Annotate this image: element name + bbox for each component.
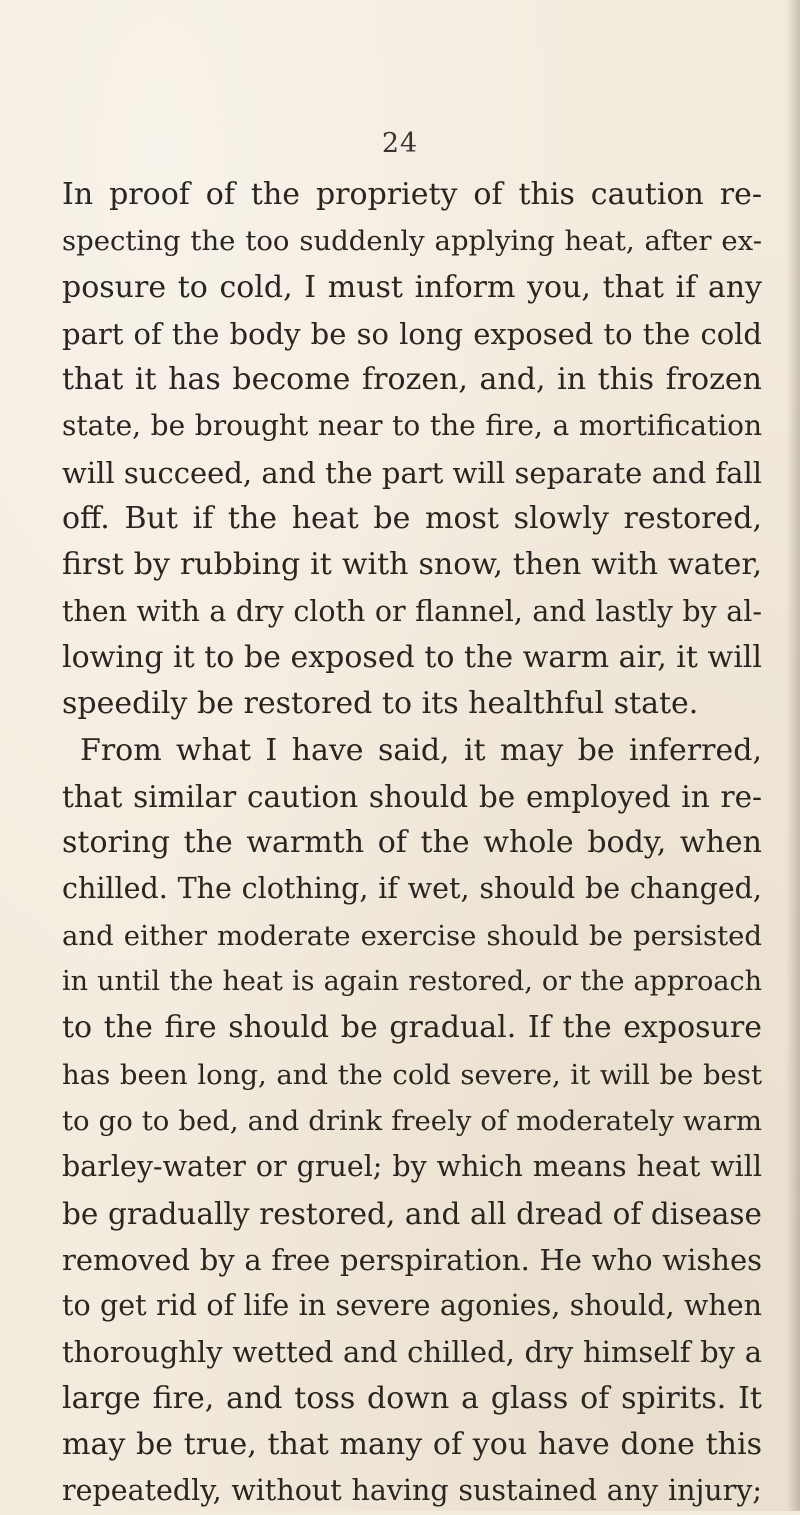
text-line-6: state, be brought near to the fire, a mortification [62, 409, 762, 443]
text-line-27: large fire, and toss down a glass of spirits. It [62, 1380, 762, 1416]
text-line-18: in until the heat is again restored, or the approach [62, 966, 762, 998]
text-line-26: thoroughly wetted and chilled, dry himself by a [62, 1335, 762, 1370]
text-line-9: first by rubbing it with snow, then with water, [62, 547, 762, 583]
text-line-22: barley-water or gruel; by which means heat will [62, 1150, 762, 1184]
text-line-3: posure to cold, I must inform you, that if any [62, 269, 762, 305]
body-text [62, 172, 762, 1515]
page-number: 24 [381, 128, 419, 159]
text-line-16: chilled. The clothing, if wet, should be changed, [62, 872, 762, 906]
text-line-2: specting the too suddenly applying heat, after ex- [62, 225, 762, 258]
text-line-8: off. But if the heat be most slowly restored, [62, 501, 762, 537]
text-line-11: lowing it to be exposed to the warm air, it will [62, 639, 762, 675]
text-line-24: removed by a free perspiration. He who wishes [62, 1242, 762, 1277]
text-line-7: will succeed, and the part will separate and fall [62, 455, 762, 490]
text-line-25: to get rid of life in severe agonies, should, when [62, 1289, 762, 1323]
text-line-12: speedily be restored to its healthful state. [62, 686, 699, 722]
text-line-20: has been long, and the cold severe, it will be best [62, 1058, 762, 1091]
text-line-21: to go to bed, and drink freely of moderately warm [62, 1104, 762, 1137]
text-line-5: that it has become frozen, and, in this frozen [62, 362, 762, 398]
text-line-10: then with a dry cloth or flannel, and lastly by al- [62, 594, 762, 628]
text-line-17: and either moderate exercise should be persisted [62, 919, 762, 952]
text-line-14: that similar caution should be employed in re- [62, 779, 762, 814]
text-line-19: to the fire should be gradual. If the exposure [62, 1010, 762, 1046]
text-line-29: repeatedly, without having sustained any injury; [62, 1474, 762, 1508]
text-line-15: storing the warmth of the whole body, when [62, 825, 762, 861]
text-line-1: In proof of the propriety of this caution re- [62, 177, 762, 212]
page-edge-shadow [786, 0, 800, 1511]
text-line-4: part of the body be so long exposed to the cold [62, 316, 762, 351]
text-line-13: From what I have said, it may be inferred, [80, 732, 762, 768]
text-line-28: may be true, that many of you have done this [62, 1427, 762, 1463]
text-line-23: be gradually restored, and all dread of disease [62, 1196, 762, 1231]
